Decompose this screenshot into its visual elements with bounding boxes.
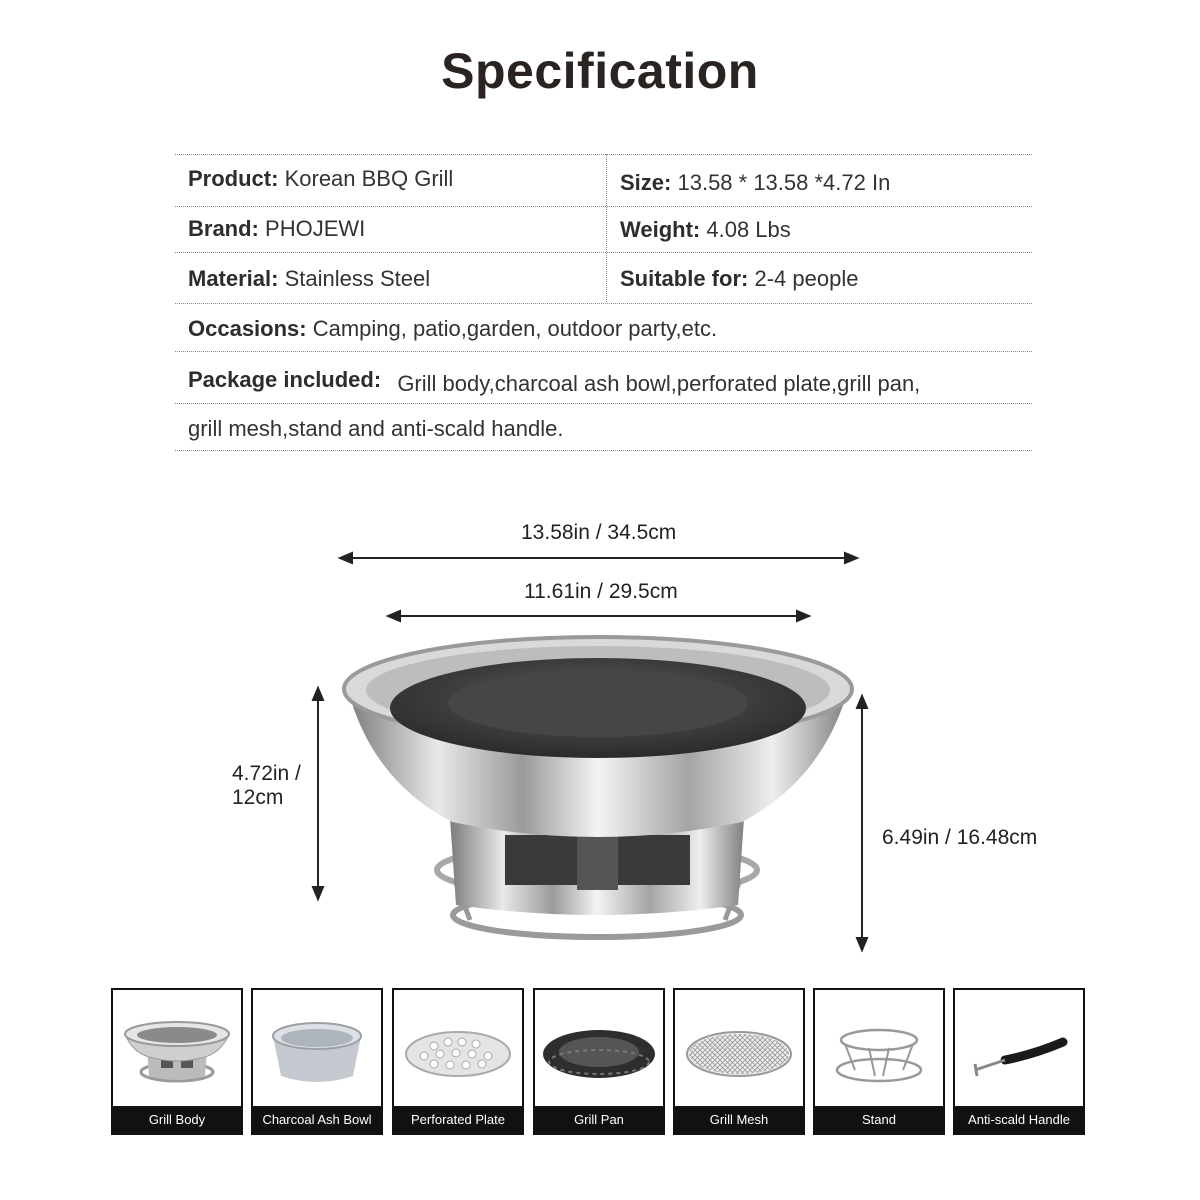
grill-illustration	[344, 637, 852, 937]
part-label: Stand	[815, 1106, 943, 1133]
spec-value: Grill body,charcoal ash bowl,perforated plate,grill pan,	[397, 371, 921, 396]
dimension-arrows	[313, 553, 867, 950]
page-title: Specification	[441, 43, 759, 99]
spec-size	[620, 170, 890, 196]
grill-pan-icon	[535, 990, 663, 1108]
handle-icon	[955, 990, 1083, 1108]
table-rule	[175, 206, 1032, 207]
spec-label: Brand:	[188, 216, 259, 241]
outer-width-label: 13.58in / 34.5cm	[521, 521, 677, 544]
parts-strip	[111, 988, 1085, 1135]
part-card-grill-pan	[533, 988, 665, 1135]
spec-label: Occasions:	[188, 316, 307, 341]
part-label: Grill Pan	[535, 1106, 663, 1133]
part-card-grill-body	[111, 988, 243, 1135]
spec-label: Suitable for:	[620, 266, 749, 291]
part-card-stand	[813, 988, 945, 1135]
spec-value: 4.08 Lbs	[706, 217, 791, 242]
table-rule	[175, 351, 1032, 352]
spec-value: Stainless Steel	[284, 266, 431, 291]
spec-material	[188, 266, 430, 292]
table-rule	[175, 450, 1032, 451]
spec-occasions	[188, 316, 717, 342]
part-card-handle	[953, 988, 1085, 1135]
spec-value: Camping, patio,garden, outdoor party,etc.	[312, 316, 718, 341]
stand-icon	[815, 990, 943, 1108]
spec-label: Material:	[188, 266, 279, 291]
spec-value: 13.58 * 13.58 *4.72 In	[677, 170, 891, 195]
bowl-height-label-top: 4.72in /	[232, 762, 301, 785]
part-card-perforated-plate	[392, 988, 524, 1135]
spec-weight	[620, 217, 791, 243]
table-rule	[175, 252, 1032, 253]
part-card-ash-bowl	[251, 988, 383, 1135]
part-label: Grill Mesh	[675, 1106, 803, 1133]
part-label: Anti-scald Handle	[955, 1106, 1083, 1133]
part-label: Grill Body	[113, 1106, 241, 1133]
part-label: Perforated Plate	[394, 1106, 522, 1133]
spec-value: PHOJEWI	[265, 216, 366, 241]
spec-label: Product:	[188, 166, 279, 191]
spec-label: Weight:	[620, 217, 701, 242]
part-card-grill-mesh	[673, 988, 805, 1135]
table-rule	[175, 303, 1032, 304]
total-height-label: 6.49in / 16.48cm	[882, 826, 1038, 849]
spec-value: grill mesh,stand and anti-scald handle.	[188, 416, 564, 441]
spec-package	[188, 367, 921, 396]
spec-value: 2-4 people	[754, 266, 859, 291]
bowl-height-label-bottom: 12cm	[232, 786, 284, 809]
spec-suitable	[620, 266, 858, 292]
inner-width-label: 11.61in / 29.5cm	[524, 580, 678, 603]
part-label: Charcoal Ash Bowl	[253, 1106, 381, 1133]
ash-bowl-icon	[253, 990, 381, 1108]
spec-label: Package included:	[188, 367, 382, 392]
table-rule	[175, 154, 1032, 155]
perforated-plate-icon	[394, 990, 522, 1108]
spec-value: Korean BBQ Grill	[284, 166, 454, 191]
spec-brand	[188, 216, 365, 242]
spec-product	[188, 166, 453, 192]
grill-mesh-icon	[675, 990, 803, 1108]
spec-package-continued	[188, 416, 563, 442]
table-divider	[606, 154, 607, 302]
spec-label: Size:	[620, 170, 672, 195]
table-rule	[175, 403, 1032, 404]
grill-body-icon	[113, 990, 241, 1108]
